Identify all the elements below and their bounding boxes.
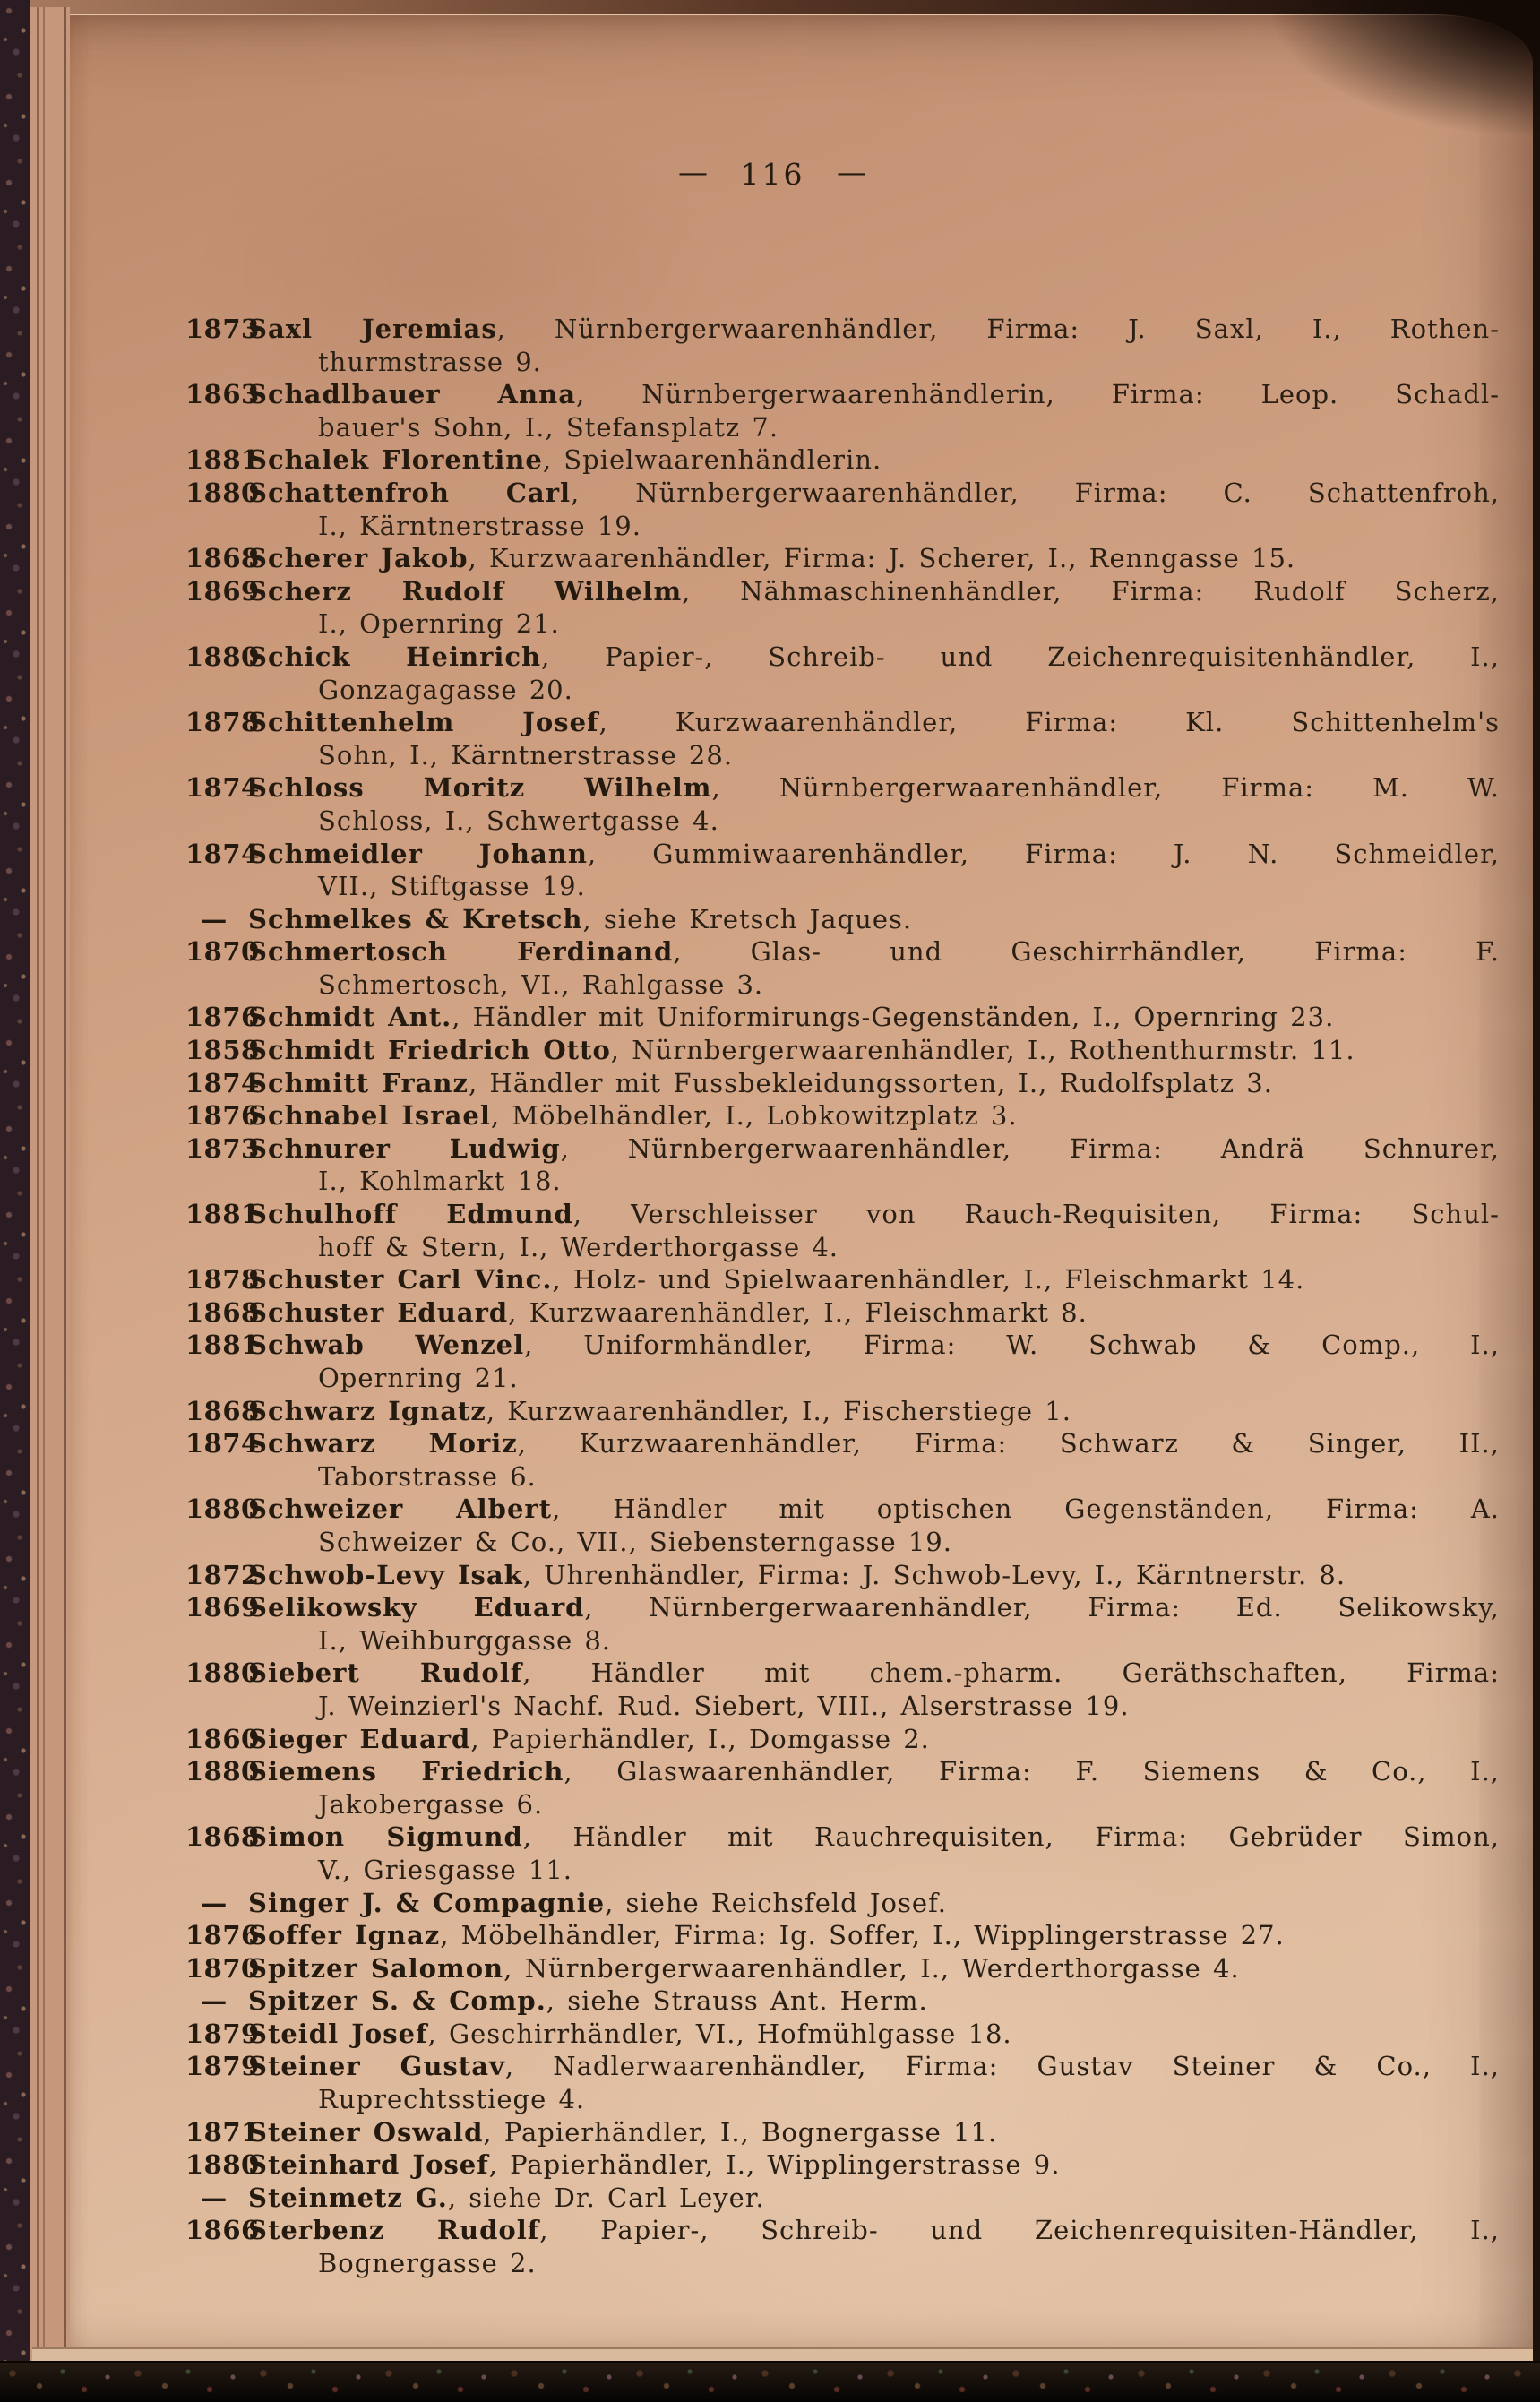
entry-year: 1873 — [185, 1132, 260, 1164]
entry-row — [185, 838, 1500, 903]
page-number: 116 — [740, 157, 805, 192]
entry-details: , siehe Kretsch Jaques. — [582, 903, 913, 934]
entry-continuation-line: Opernring 21. — [318, 1363, 519, 1393]
entry-first-line — [185, 2182, 1500, 2215]
entry-text — [248, 1560, 1346, 1590]
entry-first-line — [185, 1001, 1500, 1034]
entry-first-line — [185, 1559, 1500, 1592]
entry-row — [185, 2050, 1500, 2115]
entry-continuation-line: Bognergasse 2. — [318, 2248, 537, 2279]
entry-name: Schmeidler Johann — [248, 838, 588, 869]
header-rule-left: — — [678, 154, 709, 189]
entry-text — [248, 2215, 1500, 2245]
entry-row — [185, 706, 1500, 771]
entry-text — [248, 1821, 1500, 1852]
entry-details: , Kurzwaarenhändler, I., Fischerstiege 1. — [486, 1395, 1071, 1426]
entry-year: 1880 — [185, 1657, 260, 1689]
entry-first-line — [185, 1657, 1500, 1690]
entry-details: , Papier-, Schreib- und Zeichenrequisitenhändler, I., — [541, 641, 1500, 672]
entry-first-line — [185, 1067, 1500, 1100]
entry-first-line — [185, 1952, 1500, 1985]
entry-details: , Kurzwaarenhändler, Firma: Kl. Schittenhelm's — [598, 707, 1500, 738]
entry-details: , Nürnbergerwaarenhändler, Firma: C. Schattenfroh, — [571, 477, 1501, 508]
entry-text — [248, 478, 1500, 508]
entry-text — [248, 576, 1500, 607]
entry-continuation-line: VII., Stiftgasse 19. — [318, 871, 586, 902]
entry-row — [185, 1132, 1500, 1198]
entry-name: Schuster Eduard — [248, 1296, 509, 1328]
entry-name: Schwab Wenzel — [248, 1330, 525, 1361]
entry-name: Schnurer Ludwig — [248, 1132, 561, 1164]
entry-row — [185, 2116, 1500, 2149]
entry-year: 1878 — [185, 1264, 260, 1296]
entry-year: 1869 — [185, 1592, 260, 1623]
entry-year: 1868 — [185, 1395, 260, 1426]
entry-year: 1881 — [185, 1330, 260, 1361]
entry-row — [185, 1099, 1500, 1132]
entry-year: — — [201, 1887, 228, 1918]
entry-text — [248, 1494, 1500, 1524]
entry-first-line — [185, 1296, 1500, 1330]
entry-details: , Händler mit chem.-pharm. Geräthschaften, Firma: — [522, 1657, 1500, 1689]
entry-row — [185, 1887, 1500, 1920]
entry-details: , Möbelhändler, Firma: Ig. Soffer, I., Wipplingerstrasse 27. — [440, 1920, 1285, 1951]
entry-text — [248, 444, 882, 475]
entry-name: Schweizer Albert — [248, 1494, 553, 1525]
entry-details: , Geschirrhändler, VI., Hofmühlgasse 18. — [427, 2018, 1012, 2049]
entry-row — [185, 1591, 1500, 1657]
entry-text — [248, 936, 1500, 967]
entry-text — [248, 1985, 928, 2016]
entry-details: , Händler mit optischen Gegenständen, Firma: A. — [552, 1494, 1500, 1525]
entry-details: , Händler mit Fussbekleidungssorten, I., Rudolfsplatz 3. — [468, 1067, 1273, 1098]
entry-row — [185, 2182, 1500, 2215]
entry-name: Steinmetz G. — [248, 2182, 448, 2213]
entry-name: Schnabel Israel — [248, 1100, 491, 1132]
entry-name: Schuster Carl Vinc. — [248, 1264, 553, 1296]
entry-year: 1879 — [185, 2051, 260, 2082]
entry-row — [185, 1821, 1500, 1886]
entry-row — [185, 443, 1500, 477]
entry-text — [248, 1920, 1285, 1950]
entry-name: Siemens Friedrich — [248, 1756, 564, 1787]
entry-year: 1863 — [185, 379, 260, 410]
entry-first-line — [185, 1198, 1500, 1231]
entry-first-line — [185, 706, 1500, 739]
entry-details: , Papier-, Schreib- und Zeichenrequisiten-Händler, I., — [539, 2215, 1500, 2246]
entry-details: , Glas- und Geschirrhändler, Firma: F. — [673, 936, 1500, 968]
entry-year: 1874 — [185, 1067, 260, 1098]
entry-row — [185, 1263, 1500, 1296]
directory-list — [185, 313, 1500, 2280]
book-cover-bottom-edge — [0, 2361, 1540, 2402]
entry-year: 1881 — [185, 444, 260, 476]
entry-continuation-line: I., Opernring 21. — [318, 608, 560, 640]
entry-continuation-line: V., Griesgasse 11. — [318, 1854, 572, 1885]
entry-year: — — [201, 2182, 228, 2213]
entry-details: , Nürnbergerwaarenhändler, I., Rothenthurmstr. 11. — [610, 1035, 1355, 1066]
entry-text — [248, 772, 1500, 803]
page-stack-left-edge — [30, 7, 70, 2363]
entry-row — [185, 1198, 1500, 1263]
entry-details: , Kurzwaarenhändler, I., Fleischmarkt 8. — [508, 1296, 1088, 1328]
entry-continuation-line: hoff & Stern, I., Werderthorgasse 4. — [318, 1231, 839, 1262]
entry-first-line — [185, 313, 1500, 346]
entry-continuation-line: Sohn, I., Kärntnerstrasse 28. — [318, 739, 734, 771]
entry-name: Steiner Oswald — [248, 2116, 484, 2148]
entry-row — [185, 1296, 1500, 1330]
entry-first-line — [185, 641, 1500, 674]
entry-text — [248, 1953, 1240, 1984]
entry-details: , siehe Dr. Carl Leyer. — [447, 2182, 765, 2213]
entry-name: Soffer Ignaz — [248, 1920, 441, 1951]
page-header — [185, 154, 1360, 193]
entry-details: , Kurzwaarenhändler, Firma: Schwarz & Singer, II., — [517, 1428, 1500, 1459]
entry-name: Scherz Rudolf Wilhelm — [248, 575, 683, 607]
entry-name: Sieger Eduard — [248, 1723, 471, 1754]
entry-text — [248, 1297, 1088, 1328]
entry-name: Siebert Rudolf — [248, 1657, 523, 1689]
entry-continuation-line: Ruprechtsstiege 4. — [318, 2084, 586, 2115]
entry-year: 1880 — [185, 1756, 260, 1787]
entry-text — [248, 1264, 1304, 1295]
entry-year: — — [201, 1985, 228, 2017]
entry-year: 1873 — [185, 314, 260, 344]
entry-text — [248, 2019, 1012, 2049]
page-content — [185, 154, 1501, 2280]
entry-year: 1880 — [185, 477, 260, 508]
entry-text — [248, 2182, 765, 2213]
entry-row — [185, 1067, 1500, 1100]
entry-name: Schmidt Friedrich Otto — [248, 1035, 611, 1066]
entry-details: , Händler mit Uniformirungs-Gegenständen, I., Opernring 23. — [452, 1002, 1335, 1033]
entry-row — [185, 1657, 1500, 1722]
entry-name: Schloss Moritz Wilhelm — [248, 772, 712, 804]
entry-text — [248, 1068, 1273, 1098]
entry-year: 1866 — [185, 2215, 260, 2246]
entry-continuation-line: Jakobergasse 6. — [318, 1788, 544, 1820]
entry-name: Schalek Florentine — [248, 444, 543, 476]
entry-first-line — [185, 1723, 1500, 1756]
entry-text — [248, 2051, 1500, 2081]
book-cover-left-edge — [0, 0, 30, 2402]
entry-year: 1868 — [185, 1821, 260, 1853]
entry-row — [185, 903, 1500, 936]
entry-name: Sterbenz Rudolf — [248, 2215, 540, 2246]
entry-continuation-line: I., Kohlmarkt 18. — [318, 1166, 562, 1197]
entry-text — [248, 1888, 947, 1918]
entry-first-line — [185, 1919, 1500, 1952]
entry-details: , Nürnbergerwaarenhändler, Firma: J. Saxl, I., Rothen- — [496, 314, 1501, 344]
entry-details: , Papierhändler, I., Bognergasse 11. — [483, 2116, 998, 2148]
entry-first-line — [185, 903, 1500, 936]
entry-row — [185, 1395, 1500, 1428]
entry-continuation-line: I., Weihburggasse 8. — [318, 1624, 612, 1656]
entry-year: 1858 — [185, 1035, 260, 1066]
entry-first-line — [185, 477, 1500, 510]
entry-text — [248, 2149, 1060, 2180]
entry-year: 1860 — [185, 1723, 260, 1754]
entry-name: Schmitt Franz — [248, 1067, 469, 1098]
entry-year: 1876 — [185, 1002, 260, 1033]
entry-name: Saxl Jeremias — [248, 314, 497, 344]
entry-name: Schick Heinrich — [248, 641, 542, 672]
entry-first-line — [185, 1755, 1500, 1788]
entry-details: , Glaswaarenhändler, Firma: F. Siemens & Co., I., — [564, 1756, 1501, 1787]
entry-details: , Händler mit Rauchrequisiten, Firma: Gebrüder Simon, — [522, 1821, 1500, 1853]
entry-text — [248, 314, 1500, 344]
entry-first-line — [185, 1984, 1500, 2018]
entry-details: , Nähmaschinenhändler, Firma: Rudolf Scherz, — [682, 575, 1500, 607]
entry-year: 1876 — [185, 1100, 260, 1132]
entry-row — [185, 2018, 1500, 2051]
entry-first-line — [185, 1099, 1500, 1132]
entry-first-line — [185, 771, 1500, 805]
entry-name: Schadlbauer Anna — [248, 379, 576, 410]
entry-row — [185, 542, 1500, 575]
entry-name: Spitzer Salomon — [248, 1952, 504, 1984]
entry-year: 1879 — [185, 2018, 260, 2049]
entry-details: , Kurzwaarenhändler, Firma: J. Scherer, I., Renngasse 15. — [468, 543, 1296, 574]
entry-text — [248, 1133, 1500, 1164]
entry-year: 1869 — [185, 575, 260, 607]
entry-row — [185, 641, 1500, 706]
entry-name: Schmertosch Ferdinand — [248, 936, 674, 968]
entry-year: 1868 — [185, 543, 260, 574]
entry-continuation-line: thurmstrasse 9. — [318, 346, 542, 377]
entry-continuation-line: J. Weinzierl's Nachf. Rud. Siebert, VIII., Alserstrasse 19. — [318, 1690, 1130, 1721]
entry-details: , Uhrenhändler, Firma: J. Schwob-Levy, I., Kärntnerstr. 8. — [522, 1559, 1346, 1590]
entry-name: Scherer Jakob — [248, 543, 469, 574]
entry-text — [248, 1657, 1500, 1688]
entry-first-line — [185, 2148, 1500, 2182]
entry-name: Selikowsky Eduard — [248, 1592, 585, 1623]
entry-name: Steinhard Josef — [248, 2149, 489, 2181]
entry-first-line — [185, 542, 1500, 575]
entry-text — [248, 641, 1500, 672]
entry-first-line — [185, 1493, 1500, 1526]
entry-first-line — [185, 378, 1500, 411]
entry-first-line — [185, 2018, 1500, 2051]
entry-first-line — [185, 1395, 1500, 1428]
entry-name: Simon Sigmund — [248, 1821, 523, 1853]
entry-year: 1880 — [185, 641, 260, 672]
book-page — [70, 14, 1533, 2350]
entry-name: Spitzer S. & Comp. — [248, 1985, 546, 2017]
entry-first-line — [185, 1132, 1500, 1166]
entry-name: Schmidt Ant. — [248, 1002, 452, 1033]
entry-row — [185, 2148, 1500, 2182]
entry-details: , Nürnbergerwaarenhändler, Firma: Ed. Selikowsky, — [584, 1592, 1500, 1623]
entry-name: Steidl Josef — [248, 2018, 428, 2049]
entry-name: Schittenhelm Josef — [248, 707, 599, 738]
entry-continuation-line: Schloss, I., Schwertgasse 4. — [318, 805, 719, 836]
entry-details: , Nürnbergerwaarenhändler, Firma: Andrä Schnurer, — [560, 1132, 1500, 1164]
entry-name: Schwob-Levy Isak — [248, 1559, 523, 1590]
entry-text — [248, 1724, 930, 1754]
entry-details: , Verschleisser von Rauch-Requisiten, Firma: Schul- — [572, 1199, 1500, 1230]
entry-details: , Nürnbergerwaarenhändler, Firma: M. W. — [711, 772, 1500, 804]
entry-text — [248, 1100, 1018, 1131]
entry-row — [185, 1559, 1500, 1592]
entry-text — [248, 1330, 1500, 1360]
entry-name: Steiner Gustav — [248, 2051, 505, 2082]
entry-row — [185, 935, 1500, 1001]
entry-row — [185, 378, 1500, 443]
entry-row — [185, 1427, 1500, 1493]
entry-details: , Nürnbergerwaarenhändlerin, Firma: Leop. Schadl- — [576, 379, 1500, 410]
entry-first-line — [185, 1329, 1500, 1362]
entry-text — [248, 1396, 1071, 1426]
entry-row — [185, 771, 1500, 837]
entry-text — [248, 1428, 1500, 1459]
entry-details: , Möbelhändler, I., Lobkowitzplatz 3. — [490, 1100, 1018, 1132]
entry-year: 1870 — [185, 1952, 260, 1984]
entry-first-line — [185, 575, 1500, 608]
entry-year: 1876 — [185, 1920, 260, 1951]
entry-text — [248, 1199, 1500, 1229]
entry-details: , siehe Reichsfeld Josef. — [605, 1887, 947, 1918]
entry-year: 1871 — [185, 2116, 260, 2148]
entry-continuation-line: bauer's Sohn, I., Stefansplatz 7. — [318, 411, 779, 443]
entry-continuation-line: Schmertosch, VI., Rahlgasse 3. — [318, 969, 764, 1000]
entry-first-line — [185, 2214, 1500, 2247]
entry-row — [185, 1034, 1500, 1067]
entry-text — [248, 1592, 1500, 1623]
header-rule-right: — — [837, 154, 867, 189]
entry-year: 1868 — [185, 1296, 260, 1328]
entry-year: 1878 — [185, 707, 260, 738]
entry-first-line — [185, 2050, 1500, 2083]
entry-year: 1881 — [185, 1199, 260, 1230]
entry-row — [185, 575, 1500, 641]
entry-year: 1880 — [185, 1494, 260, 1525]
entry-first-line — [185, 838, 1500, 871]
entry-text — [248, 2117, 997, 2148]
entry-details: , siehe Strauss Ant. Herm. — [546, 1985, 928, 2017]
entry-name: Schulhoff Edmund — [248, 1199, 573, 1230]
entry-first-line — [185, 935, 1500, 969]
entry-first-line — [185, 1263, 1500, 1296]
entry-details: , Spielwaarenhändlerin. — [542, 444, 882, 476]
entry-first-line — [185, 1591, 1500, 1624]
entry-row — [185, 1755, 1500, 1821]
entry-row — [185, 1723, 1500, 1756]
entry-details: , Papierhändler, I., Domgasse 2. — [470, 1723, 930, 1754]
entry-year: 1874 — [185, 838, 260, 869]
entry-year: 1870 — [185, 936, 260, 968]
entry-details: , Nürnbergerwaarenhändler, I., Werderthorgasse 4. — [503, 1952, 1240, 1984]
entry-name: Schmelkes & Kretsch — [248, 903, 583, 934]
entry-text — [248, 839, 1500, 869]
entry-first-line — [185, 2116, 1500, 2149]
entry-row — [185, 1984, 1500, 2018]
entry-year: 1874 — [185, 772, 260, 804]
entry-name: Schwarz Moriz — [248, 1428, 518, 1459]
entry-row — [185, 1919, 1500, 1952]
entry-row — [185, 477, 1500, 542]
entry-row — [185, 1329, 1500, 1394]
entry-continuation-line: Gonzagagasse 20. — [318, 674, 573, 705]
entry-row — [185, 2214, 1500, 2279]
entry-text — [248, 1756, 1500, 1786]
entry-first-line — [185, 1427, 1500, 1460]
entry-name: Schwarz Ignatz — [248, 1395, 486, 1426]
entry-first-line — [185, 1034, 1500, 1067]
entry-details: , Uniformhändler, Firma: W. Schwab & Comp., I., — [524, 1330, 1500, 1361]
entry-continuation-line: Taborstrasse 6. — [318, 1460, 537, 1492]
entry-text — [248, 904, 912, 934]
entry-first-line — [185, 1821, 1500, 1854]
entry-text — [248, 1035, 1355, 1065]
entry-year: 1880 — [185, 2149, 260, 2181]
entry-text — [248, 379, 1500, 409]
entry-details: , Papierhändler, I., Wipplingerstrasse 9. — [488, 2149, 1061, 2181]
entry-year: — — [201, 903, 228, 934]
entry-first-line — [185, 443, 1500, 477]
entry-text — [248, 543, 1295, 573]
entry-year: 1872 — [185, 1559, 260, 1590]
entry-name: Schattenfroh Carl — [248, 477, 572, 508]
entry-text — [248, 1002, 1334, 1032]
entry-details: , Gummiwaarenhändler, Firma: J. N. Schmeidler, — [587, 838, 1500, 869]
entry-continuation-line: I., Kärntnerstrasse 19. — [318, 510, 641, 541]
entry-row — [185, 1001, 1500, 1034]
entry-row — [185, 1493, 1500, 1558]
entry-first-line — [185, 1887, 1500, 1920]
entry-continuation-line: Schweizer & Co., VII., Siebensterngasse 19. — [318, 1526, 952, 1557]
entry-name: Singer J. & Compagnie — [248, 1887, 606, 1918]
entry-details: , Nadlerwaarenhändler, Firma: Gustav Steiner & Co., I., — [504, 2051, 1501, 2082]
entry-row — [185, 1952, 1500, 1985]
entry-row — [185, 313, 1500, 378]
entry-year: 1874 — [185, 1428, 260, 1459]
entry-text — [248, 707, 1500, 737]
entry-details: , Holz- und Spielwaarenhändler, I., Fleischmarkt 14. — [552, 1264, 1305, 1296]
